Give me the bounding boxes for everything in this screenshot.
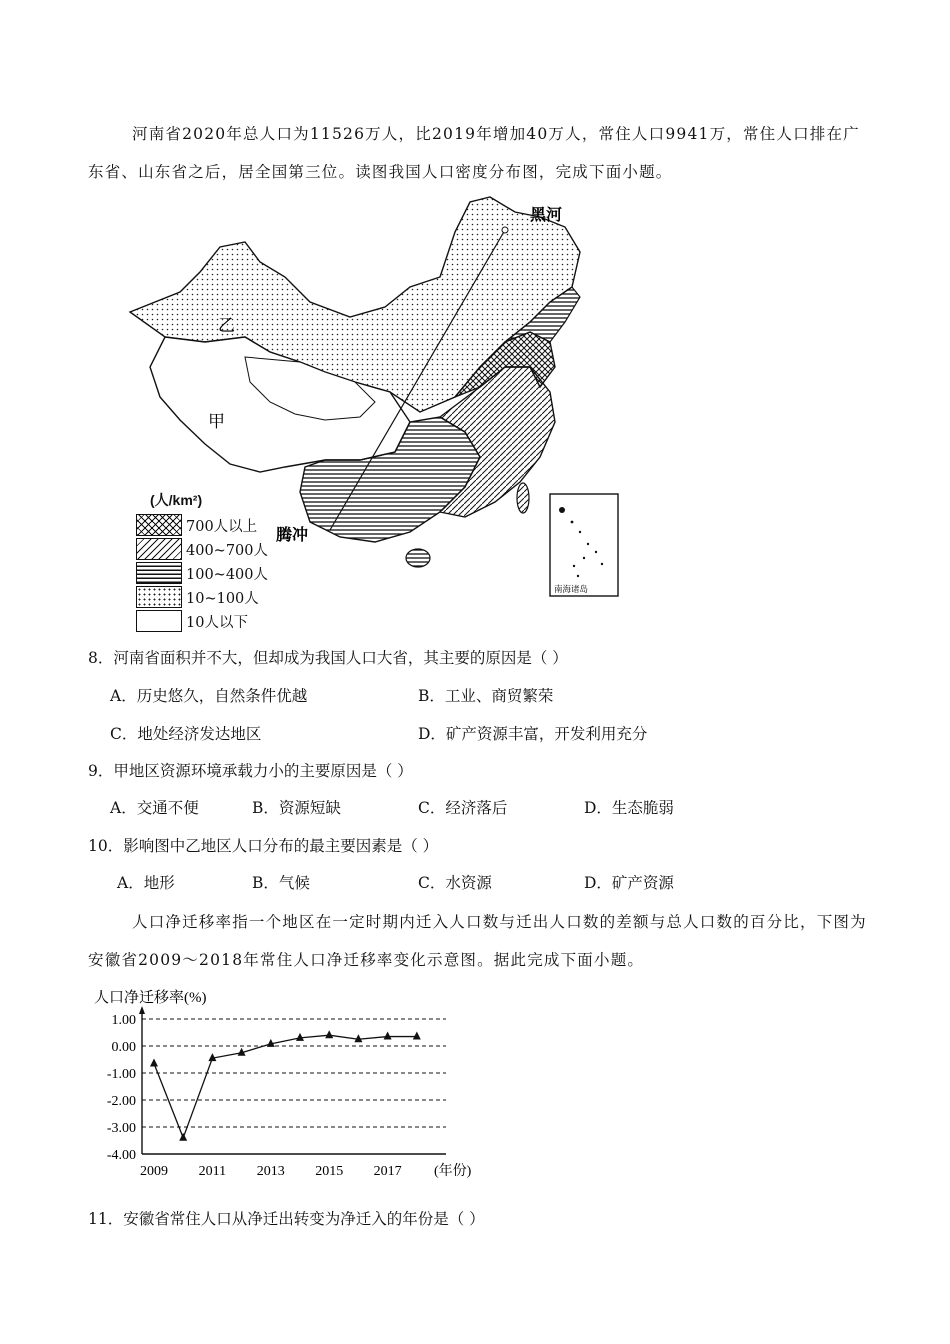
chart-data-point: [384, 1032, 392, 1040]
legend-swatch-dots: [136, 586, 182, 608]
chart-data-point: [150, 1059, 158, 1067]
taiwan-island: [517, 483, 529, 513]
chart-xtick-label: 2011: [198, 1164, 227, 1179]
chart-xtick-label: 2013: [256, 1164, 285, 1179]
chart-ytick-label: 1.00: [111, 1013, 136, 1028]
legend-label: 10~100人: [186, 590, 259, 607]
question-10: 10．影响图中乙地区人口分布的最主要因素是（ ）: [88, 837, 439, 855]
q8-option-d[interactable]: D．矿产资源丰富，开发利用充分: [418, 725, 648, 743]
legend-swatch-diag: [136, 538, 182, 560]
chart-ytick-label: -3.00: [106, 1121, 136, 1136]
legend-label: 400~700人: [186, 542, 269, 559]
legend-label: 700人以上: [186, 518, 258, 535]
chart-data-point: [325, 1030, 333, 1038]
chart-xtick-label: 2009: [140, 1164, 168, 1179]
q8-option-a[interactable]: A．历史悠久，自然条件优越: [110, 687, 308, 705]
chart-ytick-label: -1.00: [106, 1067, 136, 1082]
label-heihe: 黑河: [530, 207, 563, 224]
legend-row-10: [136, 586, 259, 608]
chart-series-line: [154, 1035, 417, 1138]
chart-ytick-label: -4.00: [106, 1148, 136, 1163]
chart-xlabel: (年份): [434, 1164, 472, 1179]
q8-option-c[interactable]: C．地处经济发达地区: [110, 725, 262, 743]
label-jia: 甲: [208, 412, 225, 431]
question-8: 8．河南省面积并不大，但却成为我国人口大省，其主要的原因是（ ）: [88, 649, 568, 667]
legend-swatch-cross: [136, 514, 182, 536]
q10-option-d[interactable]: D．矿产资源: [584, 874, 674, 892]
net-migration-chart: [86, 980, 506, 1180]
chart-data-point: [413, 1032, 421, 1040]
chart-xtick-label: 2017: [373, 1164, 402, 1179]
legend-row-700: [136, 514, 257, 536]
chart-data-point: [179, 1133, 187, 1141]
legend-row-400: [136, 538, 268, 560]
legend-row-100: [136, 562, 268, 584]
chart-ylabel: 人口净迁移率(%): [94, 990, 207, 1006]
legend-row-0: [136, 610, 248, 632]
hainan-island: [406, 549, 430, 567]
chart-data-point: [296, 1033, 304, 1041]
label-tengchong: 腾冲: [276, 527, 309, 544]
legend-unit: (人/km²): [150, 492, 203, 508]
chart-ytick-label: -2.00: [106, 1094, 136, 1109]
chart-ytick-label: 0.00: [111, 1040, 136, 1055]
q9-option-a[interactable]: A．交通不便: [110, 799, 199, 817]
legend-swatch-horiz: [136, 562, 182, 584]
legend-label: 100~400人: [186, 566, 269, 583]
label-yi: 乙: [218, 316, 235, 335]
intro-paragraph-1: 河南省2020年总人口为11526万人，比2019年增加40万人，常住人口9941万，常住人口排在广东省、山东省之后，居全国第三位。读图我国人口密度分布图，完成下面小题。: [88, 125, 860, 181]
q10-option-b[interactable]: B．气候: [252, 874, 310, 892]
legend-swatch-white: [136, 610, 182, 632]
intro-paragraph-2: 人口净迁移率指一个地区在一定时期内迁入人口数与迁出人口数的差额与总人口数的百分比，下图为安徽省2009～2018年常住人口净迁移率变化示意图。据此完成下面小题。: [88, 913, 867, 969]
inset-label: 南海诸岛: [554, 584, 589, 594]
chart-y-axis-arrow: [139, 1006, 145, 1014]
q9-option-d[interactable]: D．生态脆弱: [584, 799, 674, 817]
q10-option-c[interactable]: C．水资源: [418, 874, 492, 892]
question-9: 9．甲地区资源环境承载力小的主要原因是（ ）: [88, 762, 413, 780]
question-11: 11．安徽省常住人口从净迁出转变为净迁入的年份是（ ）: [88, 1210, 485, 1228]
q9-option-c[interactable]: C．经济落后: [418, 799, 508, 817]
legend-label: 10人以下: [186, 614, 248, 631]
q8-option-b[interactable]: B．工业、商贸繁荣: [418, 687, 554, 705]
q9-option-b[interactable]: B．资源短缺: [252, 799, 341, 817]
q10-option-a[interactable]: A．地形: [117, 874, 175, 892]
chart-xtick-label: 2015: [315, 1164, 344, 1179]
